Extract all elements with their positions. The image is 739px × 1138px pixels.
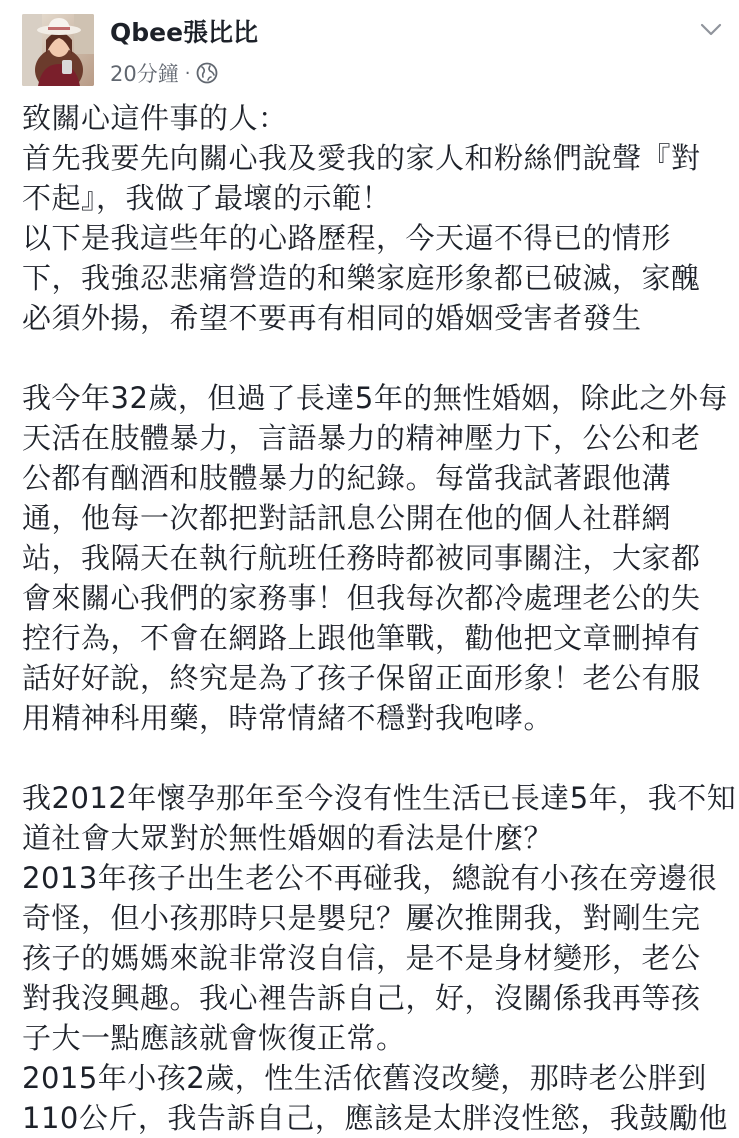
post-text-line: 2013年孩子出生老公不再碰我，總說有小孩在旁邊很 <box>22 861 718 895</box>
post-text-line: 天活在肢體暴力，言語暴力的精神壓力下，公公和老 <box>22 421 701 455</box>
post-header <box>22 14 722 90</box>
post-text-line: 話好好說，終究是為了孩子保留正面形象！老公有服 <box>22 661 701 695</box>
paragraph-gap <box>22 738 722 778</box>
globe-icon[interactable] <box>196 62 218 84</box>
post-text-line: 以下是我這些年的心路歷程，今天逼不得已的情形 <box>22 221 672 255</box>
post-text-line: 控行為，不會在網路上跟他筆戰，勸他把文章刪掉有 <box>22 621 701 655</box>
author-name[interactable]: Qbee張比比 <box>110 18 259 47</box>
post-text-line: 用精神科用藥，時常情緒不穩對我咆哮。 <box>22 701 554 735</box>
post-timestamp[interactable]: 20分鐘 <box>110 62 179 86</box>
post-text-line: 我2012年懷孕那年至今沒有性生活已長達5年，我不知 <box>22 781 737 815</box>
post-text-line: 必須外揚，希望不要再有相同的婚姻受害者發生 <box>22 301 642 335</box>
post-text-line: 對我沒興趣。我心裡告訴自己，好，沒關係我再等孩 <box>22 981 701 1015</box>
chevron-down-icon[interactable] <box>700 22 722 38</box>
post-paragraph <box>22 378 728 738</box>
post-text-line: 首先我要先向關心我及愛我的家人和粉絲們說聲『對 <box>22 141 701 175</box>
post-text-line: 110公斤，我告訴自己，應該是太胖沒性慾，我鼓勵他 <box>22 1101 728 1135</box>
meta-separator: · <box>184 62 191 84</box>
post-paragraph <box>22 778 737 1138</box>
post-text-line: 我今年32歲，但過了長達5年的無性婚姻，除此之外每 <box>22 381 728 415</box>
profile-photo-icon <box>22 14 94 86</box>
post-text-line: 下，我強忍悲痛營造的和樂家庭形象都已破滅，家醜 <box>22 261 701 295</box>
post-text-line: 通，他每一次都把對話訊息公開在他的個人社群網 <box>22 501 672 535</box>
post-text-line: 站，我隔天在執行航班任務時都被同事關注，大家都 <box>22 541 701 575</box>
post-text-line: 孩子的媽媽來說非常沒自信，是不是身材變形，老公 <box>22 941 701 975</box>
post-body <box>22 98 737 1138</box>
post-text-line: 道社會大眾對於無性婚姻的看法是什麼？ <box>22 821 554 855</box>
post-meta <box>110 60 218 86</box>
post-text-line: 會來關心我們的家務事！但我每次都冷處理老公的失 <box>22 581 701 615</box>
post-text-line: 公都有酗酒和肢體暴力的紀錄。每當我試著跟他溝 <box>22 461 672 495</box>
post-text-line: 致關心這件事的人： <box>22 101 288 135</box>
post-text-line: 2015年小孩2歲，性生活依舊沒改變，那時老公胖到 <box>22 1061 707 1095</box>
paragraph-gap <box>22 338 722 378</box>
post-text-line: 子大一點應該就會恢復正常。 <box>22 1021 406 1055</box>
post-paragraph <box>22 98 722 338</box>
post-text-line: 不起』，我做了最壞的示範！ <box>22 181 392 215</box>
post-text-line: 奇怪，但小孩那時只是嬰兒？屢次推開我，對剛生完 <box>22 901 701 935</box>
avatar[interactable] <box>22 14 94 86</box>
